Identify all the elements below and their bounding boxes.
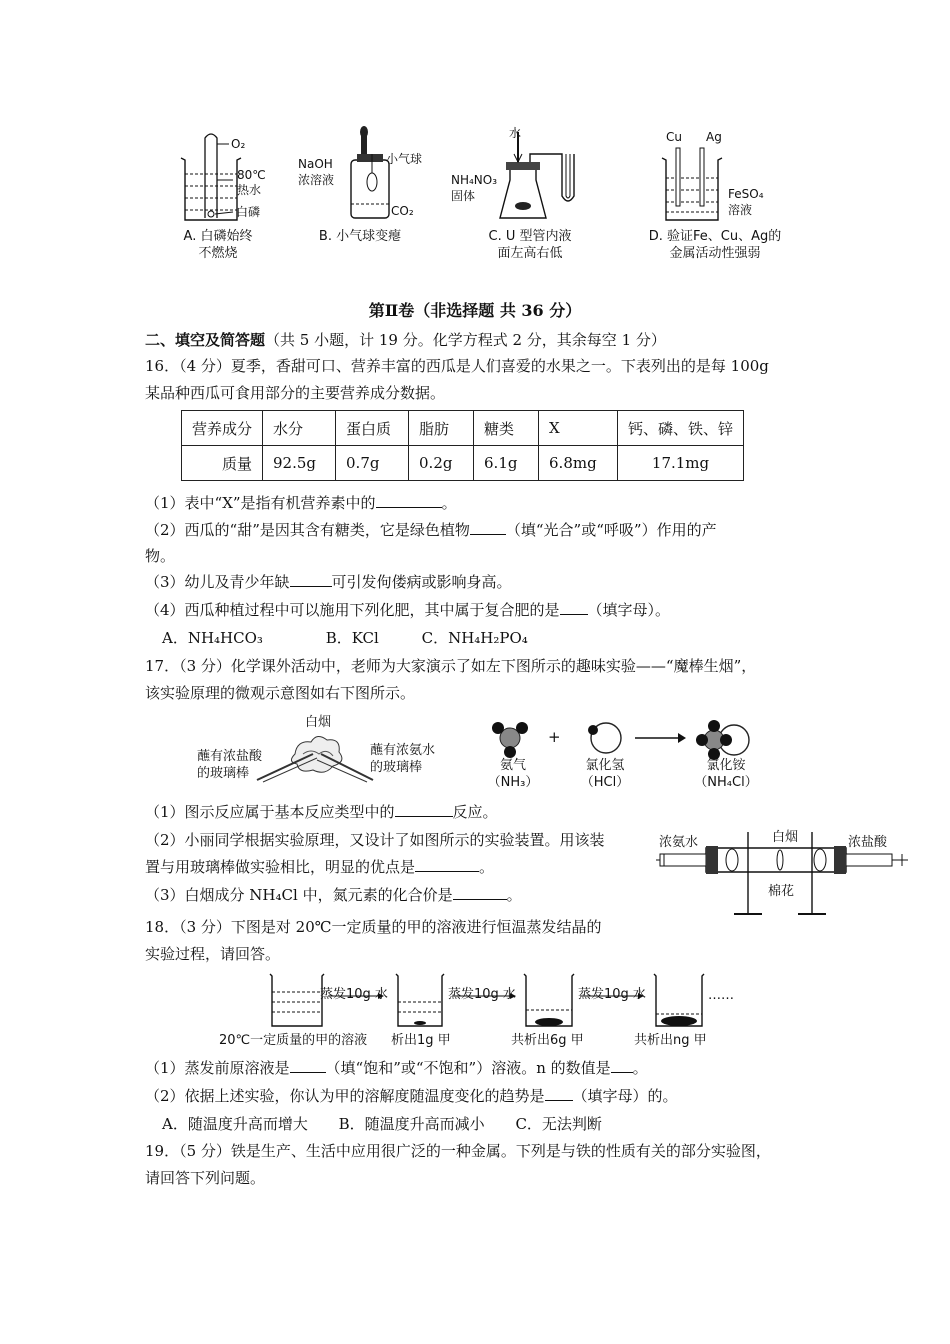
beaker2-label: 析出1g 甲: [391, 1033, 451, 1048]
plus-sign: +: [548, 728, 561, 746]
q16-part2-cont: 物。: [145, 547, 176, 565]
q16-part3: （3）幼儿及青少年缺 可引发佝偻病或影响身高。: [145, 573, 512, 591]
q16-options: [162, 628, 528, 648]
table-header-row: [182, 411, 744, 446]
beaker4-label: 共析出ng 甲: [634, 1033, 707, 1048]
hcl-label: 氯化氢 （HCl）: [580, 758, 630, 790]
a-p-label: 白磷: [236, 205, 261, 219]
q16-part1: （1）表中“X”是指有机营养素中的 。: [145, 494, 457, 512]
d-cu-label: Cu: [666, 130, 682, 144]
option-b: B．随温度升高而减小: [338, 1115, 485, 1133]
beaker-d-diagram: [660, 146, 730, 226]
nutrition-table: [181, 410, 744, 481]
wand-left-label: 蘸有浓盐酸 的玻璃棒: [197, 749, 263, 781]
wand-smoke-label: 白烟: [305, 715, 332, 730]
section-heading: 二、填空及简答题: [145, 331, 266, 349]
table-cell: 糖类: [474, 411, 539, 446]
q18-line1: 18．（3 分）下图是对 20℃一定质量的甲的溶液进行恒温蒸发结晶的: [145, 918, 602, 936]
answer-blank[interactable]: [453, 885, 507, 900]
table-cell: 水分: [263, 411, 336, 446]
table-cell: 17.1mg: [618, 446, 744, 481]
q18-line2: 实验过程，请回答。: [145, 945, 281, 963]
answer-blank[interactable]: [611, 1058, 633, 1073]
device-smoke-label: 白烟: [772, 830, 799, 845]
q17-line1: 17．（3 分）化学课外活动中，老师为大家演示了如左下图所示的趣味实验——“魔棒生烟”，: [145, 657, 757, 675]
section-heading-line: [145, 330, 666, 350]
c-nh4no3-label: NH₄NO₃ 固体: [451, 173, 498, 203]
flask-c-diagram: [490, 124, 600, 229]
caption-b: B. 小气球变瘪: [318, 229, 402, 244]
answer-blank[interactable]: [470, 520, 506, 535]
device-hcl-label: 浓盐酸: [848, 835, 888, 850]
answer-blank[interactable]: [560, 600, 588, 615]
q18-part1: （1）蒸发前原溶液是 （填“饱和”或“不饱和”）溶液。n 的数值是 。: [145, 1059, 648, 1077]
b-co2-label: CO₂: [391, 204, 414, 218]
option-a: A．随温度升高而增大: [162, 1115, 308, 1133]
d-feso4-label: FeSO₄ 溶液: [728, 187, 764, 217]
nh3-label: 氨气 （NH₃）: [487, 758, 539, 790]
q16-part2: （2）西瓜的“甜”是因其含有糖类，它是绿色植物 （填“光合”或“呼吸”）作用的产: [145, 521, 717, 539]
caption-a: A. 白磷始终 不燃烧: [183, 229, 253, 261]
section-note: （共 5 小题，计 19 分。化学方程式 2 分，其余每空 1 分）: [265, 331, 666, 349]
b-naoh-label: NaOH 浓溶液: [298, 157, 335, 187]
beaker3-label: 共析出6g 甲: [511, 1033, 584, 1048]
c-water-label: 水: [509, 126, 522, 140]
device-cotton-label: 棉花: [768, 884, 795, 899]
table-row: [182, 446, 744, 481]
table-cell: 0.7g: [336, 446, 409, 481]
table-cell: 6.1g: [474, 446, 539, 481]
table-cell: 钙、磷、铁、锌: [618, 411, 744, 446]
table-cell: 6.8mg: [539, 446, 618, 481]
q17-part2-cont: 置与用玻璃棒做实验相比，明显的优点是 。: [145, 858, 495, 876]
evap-label-2: 蒸发10g 水: [448, 987, 516, 1002]
answer-blank[interactable]: [395, 802, 453, 817]
table-cell: 92.5g: [263, 446, 336, 481]
q16-line1: 16．（4 分）夏季，香甜可口、营养丰富的西瓜是人们喜爱的水果之一。下表列出的是每 100g: [145, 357, 769, 375]
table-cell: 质量: [182, 446, 263, 481]
q18-options: [162, 1114, 602, 1134]
table-cell: 0.2g: [409, 446, 474, 481]
caption-d: D. 验证Fe、Cu、Ag的 金属活动性强弱: [648, 229, 782, 261]
evap-label-1: 蒸发10g 水: [320, 987, 388, 1002]
table-cell: 营养成分: [182, 411, 263, 446]
option-a: A．NH₄HCO₃: [162, 629, 263, 647]
option-c: C．无法判断: [515, 1115, 602, 1133]
q17-part3: （3）白烟成分 NH₄Cl 中，氮元素的化合价是 。: [145, 886, 522, 904]
q17-part1: （1）图示反应属于基本反应类型中的 反应。: [145, 803, 498, 821]
table-cell: X: [539, 411, 618, 446]
answer-blank[interactable]: [290, 572, 332, 587]
q19-line1: 19．（5 分）铁是生产、生活中应用很广泛的一种金属。下列是与铁的性质有关的部分实验图，: [145, 1142, 771, 1160]
table-cell: 脂肪: [409, 411, 474, 446]
b-balloon-label: 小气球: [386, 152, 423, 166]
a-water-label: 80℃ 热水: [237, 168, 266, 197]
a-o2-label: O₂: [231, 137, 246, 151]
q17-line2: 该实验原理的微观示意图如右下图所示。: [145, 684, 416, 702]
table-cell: 蛋白质: [336, 411, 409, 446]
answer-blank[interactable]: [290, 1058, 326, 1073]
caption-c: C. U 型管内液 面左高右低: [488, 229, 572, 261]
q16-part4: （4）西瓜种植过程中可以施用下列化肥，其中属于复合肥的是 （填字母）。: [145, 601, 671, 619]
evap-label-3: 蒸发10g 水: [578, 987, 646, 1002]
q18-part2: （2）依据上述实验，你认为甲的溶解度随温度变化的趋势是 （填字母）的。: [145, 1087, 678, 1105]
q19-line2: 请回答下列问题。: [145, 1169, 266, 1187]
option-c: C．NH₄H₂PO₄: [421, 629, 528, 647]
option-b: B．KCl: [325, 629, 379, 647]
wand-right-label: 蘸有浓氨水 的玻璃棒: [370, 743, 436, 775]
d-ag-label: Ag: [706, 130, 722, 144]
q16-line2: 某品种西瓜可食用部分的主要营养成分数据。: [145, 384, 446, 402]
device-ammonia-label: 浓氨水: [659, 835, 699, 850]
nh4cl-label: 氯化铵 （NH₄Cl）: [694, 758, 758, 790]
answer-blank[interactable]: [545, 1086, 573, 1101]
evap-dots: ……: [708, 988, 734, 1003]
answer-blank[interactable]: [376, 493, 442, 508]
answer-blank[interactable]: [415, 857, 479, 872]
wand-smoke-diagram: [255, 724, 375, 784]
section-title: 第Ⅱ卷（非选择题 共 36 分）: [368, 301, 582, 320]
beaker1-label: 20℃一定质量的甲的溶液: [219, 1033, 368, 1048]
q17-part2: （2）小丽同学根据实验原理，又设计了如图所示的实验装置。用该装: [145, 831, 605, 849]
